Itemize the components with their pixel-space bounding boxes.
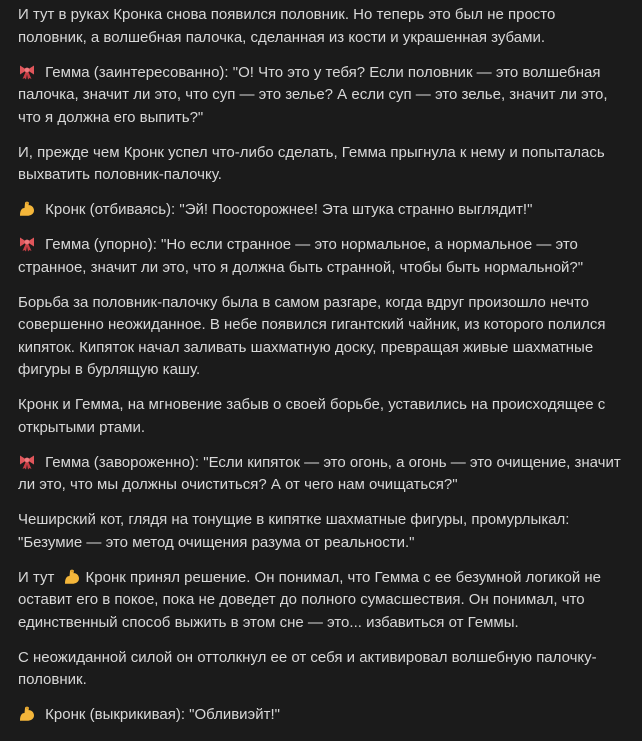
paragraph-text: Борьба за половник-палочку была в самом разгаре, когда вдруг произошло нечто совершенно неожиданное. В небе появился гигантский чайник, из которого полился кипяток. Кипяток начал заливать шахматную доску, превращая живые шахматные фигуры в бурлящую кашу.	[18, 293, 606, 378]
paragraph-text: Кронк и Гемма, на мгновение забыв о своей борьбе, уставились на происходящее с открытыми ртами.	[18, 396, 606, 436]
paragraph-text: Гемма (завороженно): "Если кипяток — это огонь, а огонь — это очищение, значит ли это, что мы должны очиститься? А от чего нам очищаться?"	[18, 453, 621, 493]
story-paragraph	[18, 509, 624, 554]
paragraph-text: Гемма (заинтересованно): "О! Что это у тебя? Если половник — это волшебная палочка, значит ли это, что суп — это зелье? А если суп — это зелье, значит ли это, что я должна его выпить?"	[18, 63, 608, 126]
story-paragraph	[18, 4, 624, 49]
dialogue-paragraph	[18, 62, 624, 130]
flexed-biceps-icon	[18, 704, 36, 722]
dialogue-paragraph	[18, 704, 624, 727]
dialogue-paragraph	[18, 452, 624, 497]
dialogue-paragraph	[18, 234, 624, 279]
paragraph-text: И, прежде чем Кронк успел что-либо сделать, Гемма прыгнула к нему и попыталась выхватить половник-палочку.	[18, 143, 605, 183]
story-paragraph	[18, 394, 624, 439]
paragraph-text: Кронк принял решение. Он понимал, что Гемма с ее безумной логикой не оставит его в покое, пока не доведет до полного сумасшествия. Он понимал, что единственный способ выжить в этом сне — это... избавиться от Геммы.	[18, 568, 601, 631]
paragraph-text: С неожиданной силой он оттолкнул ее от себя и активировал волшебную палочку-половник.	[18, 648, 597, 688]
paragraph-text: Чеширский кот, глядя на тонущие в кипятке шахматные фигуры, промурлыкал: "Безумие — это метод очищения разума от реальности."	[18, 511, 570, 551]
dialogue-paragraph	[18, 199, 624, 222]
ribbon-icon	[18, 62, 36, 80]
paragraph-prefix: И тут	[18, 568, 55, 586]
paragraph-text: Кронк (выкрикивая): "Обливиэйт!"	[45, 706, 280, 723]
story-paragraph	[18, 567, 624, 635]
flexed-biceps-icon	[63, 567, 81, 585]
story-paragraph	[18, 292, 624, 382]
paragraph-text: Кронк (отбиваясь): "Эй! Поосторожнее! Эта штука странно выглядит!"	[45, 201, 533, 218]
paragraph-text: Гемма (упорно): "Но если странное — это нормальное, а нормальное — это странное, значит ли это, что я должна быть странной, чтобы быть нормальной?"	[18, 236, 584, 276]
story-paragraph	[18, 142, 624, 187]
story-paragraph	[18, 647, 624, 692]
ribbon-icon	[18, 452, 36, 470]
flexed-biceps-icon	[18, 199, 36, 217]
paragraph-text: И тут в руках Кронка снова появился половник. Но теперь это был не просто половник, а волшебная палочка, сделанная из кости и украшенная зубами.	[18, 6, 556, 46]
ribbon-icon	[18, 234, 36, 252]
